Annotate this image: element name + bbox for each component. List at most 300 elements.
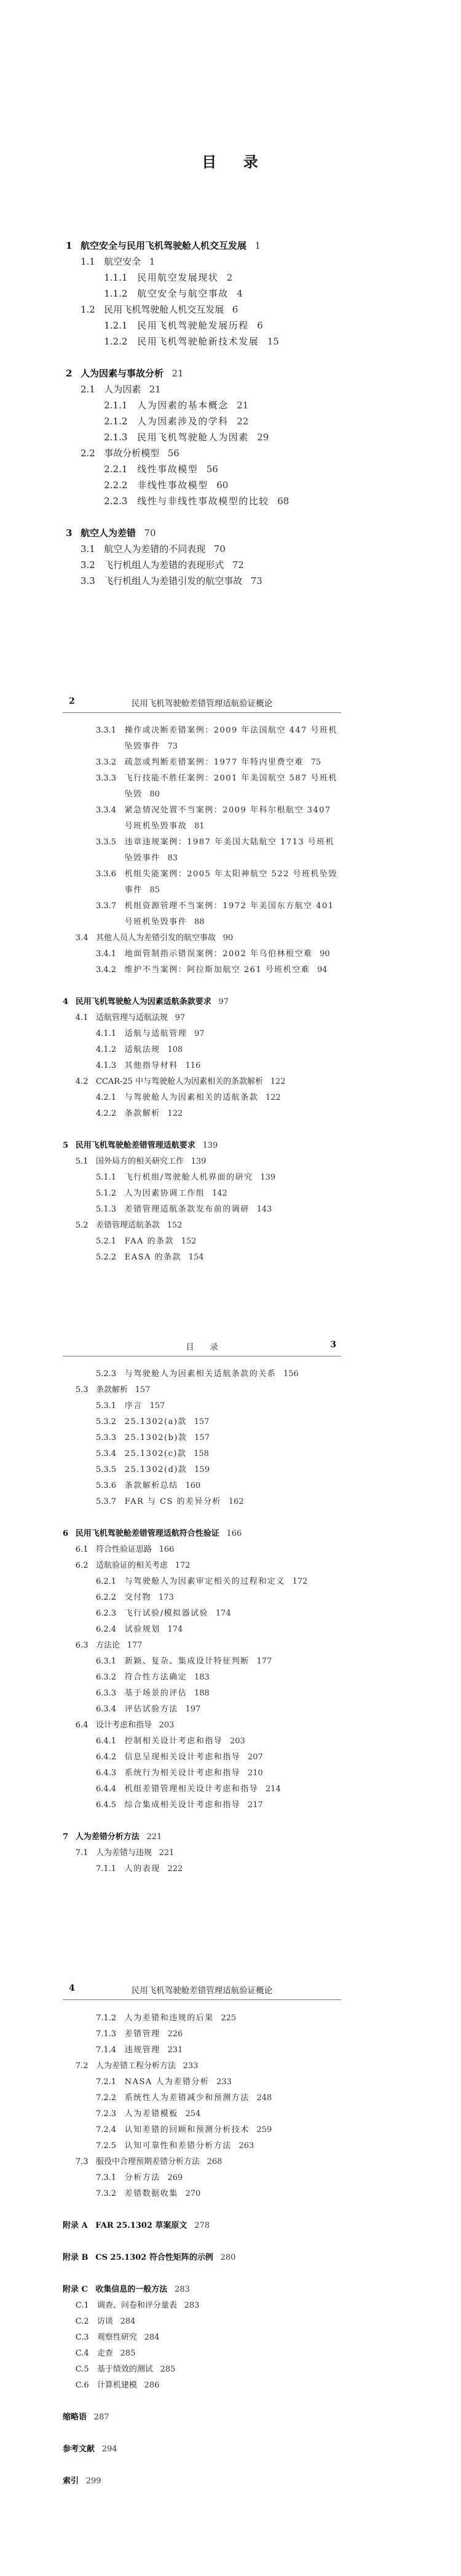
toc-entry[interactable]: [63, 2058, 342, 2074]
toc-entry[interactable]: [63, 1749, 342, 1765]
entry-number: 2.2.1: [104, 464, 128, 475]
toc-entry[interactable]: [63, 1734, 342, 1749]
entry-page-number: 4: [237, 288, 243, 299]
entry-page-number: 60: [216, 480, 229, 491]
entry-title: 非线性事故模型: [137, 480, 208, 491]
entry-title: 新颖、复杂、集成设计特征判断: [124, 1657, 250, 1666]
running-title: 民用飞机驾驶舱差错管理适航验证概论: [131, 1986, 273, 1996]
toc-entry[interactable]: [63, 1446, 342, 1462]
entry-page-number: 6: [232, 304, 238, 315]
toc-entry[interactable]: [63, 1702, 342, 1718]
entry-title: 条款解析: [124, 1109, 160, 1118]
toc-entry[interactable]: [63, 1186, 342, 1202]
entry-title: 适航与适航管理: [124, 1029, 187, 1038]
entry-number: 5.1.2: [95, 1189, 117, 1198]
entry-page-number: 270: [185, 2189, 201, 2198]
entry-title: 符合性方法确定: [124, 1673, 187, 1682]
entry-page-number: 217: [247, 1800, 263, 1810]
toc-entry[interactable]: [63, 2250, 342, 2266]
entry-number: 5.3.1: [95, 1401, 117, 1411]
entry-number: 6.2.4: [95, 1625, 117, 1634]
toc-entry[interactable]: [63, 2362, 342, 2378]
toc-entry[interactable]: [66, 557, 355, 573]
entry-number: 2: [66, 368, 73, 379]
entry-title: 线性与非线性事故模型的比较: [137, 496, 269, 507]
toc-entry[interactable]: [66, 397, 355, 413]
entry-page-number: 152: [167, 1221, 183, 1230]
entry-page-number: 225: [221, 2014, 237, 2023]
entry-title: 人为因素的基本概念: [137, 400, 229, 411]
entry-page-number: 259: [256, 2125, 272, 2134]
entry-number: 5.3.5: [95, 1465, 117, 1474]
entry-title: CCAR-25 中与驾驶舱人为因素相关的条款解析: [95, 1077, 264, 1086]
entry-title: 人为差错分析方法: [75, 1832, 140, 1842]
entry-page-number: 139: [191, 1157, 207, 1166]
entry-title: 操作或决断差错案例：2009 年法国航空 447 号班机坠毁事件: [124, 726, 338, 751]
entry-title: 其他人员人为差错引发的航空事故: [95, 933, 216, 943]
entry-page-number: 157: [135, 1385, 151, 1395]
toc-page-2: [0, 632, 461, 1283]
entry-number: 7.3.2: [95, 2189, 117, 2198]
toc-entry[interactable]: [63, 2106, 342, 2122]
entry-number: 7.1.2: [95, 2014, 117, 2023]
toc-entry[interactable]: [63, 2346, 342, 2362]
toc-entry[interactable]: [63, 1430, 342, 1446]
toc-entry[interactable]: [63, 1010, 342, 1026]
entry-title: 服役中合理预期差错分析方法: [95, 2157, 200, 2166]
toc-entry[interactable]: [66, 381, 355, 397]
entry-title: 25.1302(d)款: [124, 1465, 187, 1474]
toc-entry[interactable]: [63, 1414, 342, 1430]
entry-page-number: 294: [101, 2445, 117, 2454]
entry-title: 紧急情况处置不当案例：2009 年科尔根航空 3407 号班机坠毁事故: [124, 806, 331, 831]
toc-entry[interactable]: [66, 429, 355, 445]
entry-title: 交付物: [124, 1593, 152, 1602]
toc-entry[interactable]: [63, 1718, 342, 1734]
entry-page-number: 210: [247, 1769, 263, 1778]
entry-title: NASA 人为差错分析: [124, 2077, 210, 2087]
toc-entry[interactable]: [63, 1398, 342, 1414]
toc-entry[interactable]: [66, 413, 355, 429]
entry-number: 6.4: [75, 1721, 89, 1730]
entry-page-number: 286: [144, 2381, 160, 2390]
entry-number: 5.3.6: [95, 1481, 117, 1490]
entry-page-number: 157: [194, 1417, 210, 1426]
toc-entry[interactable]: [63, 930, 342, 946]
entry-title: 基于场景的评估: [124, 1689, 187, 1698]
toc-entry[interactable]: [63, 2042, 342, 2058]
toc-entry[interactable]: [63, 1366, 342, 1382]
toc-entry[interactable]: [66, 333, 355, 349]
toc-title: 目 录: [202, 153, 259, 171]
entry-number: 3.3.6: [95, 870, 117, 879]
entry-number: 3.3: [81, 575, 95, 586]
toc-entry[interactable]: [63, 866, 342, 898]
toc-entry[interactable]: [63, 994, 342, 1010]
page-number: 4: [69, 1983, 75, 1993]
entry-page-number: 173: [158, 1593, 174, 1602]
toc-page-3: [0, 1283, 461, 1934]
entry-number: 1.1.1: [104, 272, 128, 283]
entry-page-number: 21: [171, 368, 184, 379]
page-number: 3: [330, 1340, 336, 1350]
entry-title: 民用飞机驾驶舱人机交互发展: [104, 304, 224, 315]
entry-title: FAR 25.1302 草案原文: [95, 2221, 187, 2230]
entry-title: 差错管理: [124, 2029, 160, 2039]
entry-number: C.5: [75, 2365, 89, 2374]
toc-entry[interactable]: [63, 803, 342, 835]
entry-number: 4.2: [75, 1077, 89, 1086]
entry-page-number: 139: [260, 1173, 276, 1182]
toc-entry[interactable]: [63, 2378, 342, 2394]
entry-number: 7.1: [75, 1848, 89, 1858]
entry-page-number: 2: [226, 272, 233, 283]
toc-entry[interactable]: [63, 1622, 342, 1638]
toc-entry[interactable]: [63, 898, 342, 930]
entry-title: 民用飞机驾驶舱发展历程: [137, 320, 249, 331]
toc-entry[interactable]: [66, 365, 355, 381]
entry-title: 航空人为差错: [81, 527, 136, 539]
entry-page-number: 1: [149, 256, 156, 267]
toc-entry[interactable]: [63, 2026, 342, 2042]
entry-title: 民用飞机驾驶舱差错管理适航符合性验证: [75, 1529, 219, 1538]
entry-number: 2.1.1: [104, 400, 128, 411]
entry-page-number: 203: [159, 1721, 175, 1730]
entry-title: 民用飞机驾驶舱人为因素适航条款要求: [75, 997, 211, 1006]
entry-number: 6.4.1: [95, 1737, 117, 1746]
entry-page-number: 188: [194, 1689, 210, 1698]
toc-entry[interactable]: [63, 1106, 342, 1122]
entry-number: 3.3.3: [95, 774, 117, 783]
toc-entry[interactable]: [63, 2074, 342, 2090]
toc-entry[interactable]: [63, 1138, 342, 1154]
entry-title: 疏忽或判断差错案例：1977 年特内里费空难: [124, 758, 304, 767]
entry-page-number: 172: [175, 1561, 191, 1570]
toc-entry[interactable]: [63, 1590, 342, 1606]
toc-entry[interactable]: [66, 461, 355, 477]
entry-page-number: 226: [167, 2029, 183, 2039]
entry-page-number: 94: [317, 965, 328, 975]
entry-number: 6.4.2: [95, 1753, 117, 1762]
toc-entry[interactable]: [63, 1478, 342, 1494]
entry-title: 人的表现: [124, 1864, 160, 1874]
entry-page-number: 68: [277, 496, 290, 507]
entry-page-number: 222: [167, 1864, 183, 1874]
entry-number: 7.1.4: [95, 2045, 117, 2055]
entry-title: 25.1302(a)款: [124, 1417, 187, 1426]
entry-number: 3.3.7: [95, 901, 117, 911]
toc-entry[interactable]: [63, 1526, 342, 1542]
entry-number: 2.2.3: [104, 496, 128, 507]
entry-number: 1.2.2: [104, 336, 128, 347]
entry-page-number: 221: [159, 1848, 175, 1858]
entry-page-number: 231: [167, 2045, 183, 2055]
entry-title: 计算机建模: [97, 2381, 137, 2390]
toc-entries: [63, 1366, 342, 1877]
toc-entry[interactable]: [63, 1494, 342, 1510]
entry-page-number: 97: [194, 1029, 205, 1038]
toc-entry[interactable]: [63, 2186, 342, 2202]
toc-entry[interactable]: [63, 1686, 342, 1702]
toc-entry[interactable]: [63, 2298, 342, 2314]
toc-page-1: [0, 0, 461, 632]
toc-entry[interactable]: [63, 2138, 342, 2154]
entry-page-number: 122: [265, 1093, 281, 1102]
entry-number: 6.4.3: [95, 1769, 117, 1778]
entry-title: 违规管理: [124, 2045, 160, 2055]
entry-number: 7.3.1: [95, 2173, 117, 2182]
entry-number: 5.2.1: [95, 1237, 117, 1246]
toc-entry[interactable]: [63, 1462, 342, 1478]
toc-entry[interactable]: [66, 286, 355, 302]
toc-entry[interactable]: [63, 1558, 342, 1574]
toc-entry[interactable]: [66, 477, 355, 493]
toc-entry[interactable]: [63, 1574, 342, 1590]
entry-page-number: 6: [257, 320, 263, 331]
entry-page-number: 73: [250, 575, 262, 586]
toc-entry[interactable]: [63, 1170, 342, 1186]
entry-title: EASA 的条款: [124, 1253, 182, 1262]
toc-entry[interactable]: [63, 2154, 342, 2170]
toc-entry[interactable]: [66, 525, 355, 541]
entry-page-number: 160: [185, 1481, 201, 1490]
entry-number: 6.4.4: [95, 1784, 117, 1794]
toc-entry[interactable]: [63, 1861, 342, 1877]
entry-title: 机组资源管理不当案例：1972 年美国东方航空 401 号班机坠毁事件: [124, 901, 334, 927]
entry-number: 1.1: [81, 256, 95, 267]
entry-number: 附录 A: [63, 2221, 88, 2230]
entry-page-number: 143: [256, 1205, 272, 1214]
toc-entry[interactable]: [63, 1234, 342, 1250]
entry-page-number: 284: [120, 2317, 136, 2326]
entry-page-number: 233: [216, 2077, 232, 2087]
entry-title: 观察性研究: [97, 2333, 137, 2342]
entry-title: 序言: [124, 1401, 143, 1411]
toc-entry[interactable]: [63, 1845, 342, 1861]
entry-title: 条款解析总结: [124, 1481, 178, 1490]
entry-page-number: 56: [167, 448, 179, 459]
toc-entry[interactable]: [63, 1090, 342, 1106]
entry-page-number: 248: [256, 2093, 272, 2103]
entry-number: 5.3: [75, 1385, 89, 1395]
entry-number: 3.3.1: [95, 726, 117, 735]
entry-page-number: 80: [149, 790, 160, 799]
toc-entry[interactable]: [63, 1202, 342, 1218]
toc-entry[interactable]: [63, 1765, 342, 1781]
entry-number: 6.2: [75, 1561, 89, 1570]
toc-entry[interactable]: [63, 2330, 342, 2346]
toc-entries: [63, 2010, 342, 2489]
entry-page-number: 177: [127, 1641, 143, 1650]
entry-number: 5.3.4: [95, 1449, 117, 1458]
entry-page-number: 278: [194, 2221, 210, 2230]
toc-entry[interactable]: [63, 962, 342, 978]
entry-title: 评估试验方法: [124, 1705, 178, 1714]
entry-page-number: 174: [215, 1609, 231, 1618]
toc-entry[interactable]: [63, 2314, 342, 2330]
toc-entry[interactable]: [63, 1781, 342, 1797]
entry-title: 认知差错的回顾和预测分析技术: [124, 2125, 250, 2134]
entry-title: 民用飞机驾驶舱新技术发展: [137, 336, 259, 347]
toc-entry[interactable]: [66, 573, 355, 589]
entry-title: 与驾驶舱人为因素相关适航条款的关系: [124, 1369, 277, 1379]
toc-entry[interactable]: [63, 1829, 342, 1845]
toc-entry[interactable]: [66, 254, 355, 270]
toc-entry[interactable]: [63, 2122, 342, 2138]
entry-number: 7.2: [75, 2061, 89, 2071]
toc-entry[interactable]: [63, 2170, 342, 2186]
entry-title: 符合性验证思路: [95, 1545, 152, 1554]
entry-title: 认知可靠性和差错分析方法: [124, 2141, 232, 2150]
entry-page-number: 154: [188, 1253, 204, 1262]
entry-title: 飞行机组人为差错的表现形式: [104, 559, 224, 570]
toc-entry[interactable]: [63, 1654, 342, 1670]
toc-entry[interactable]: [63, 2218, 342, 2234]
entry-title: 缩略语: [63, 2413, 87, 2422]
running-header: [63, 1339, 341, 1356]
entry-number: 4.2.2: [95, 1109, 117, 1118]
toc-entry[interactable]: [66, 317, 355, 333]
toc-entry[interactable]: [66, 541, 355, 557]
entry-page-number: 85: [149, 885, 160, 895]
entry-number: 6.3.2: [95, 1673, 117, 1682]
entry-page-number: 174: [167, 1625, 183, 1634]
entry-number: 5.1.1: [95, 1173, 117, 1182]
toc-page-4: [0, 1934, 461, 2576]
toc-entry[interactable]: [63, 946, 342, 962]
running-header: [63, 695, 341, 713]
toc-entry[interactable]: [63, 1638, 342, 1654]
toc-entry[interactable]: [63, 2473, 342, 2489]
entry-title: 走查: [97, 2349, 113, 2358]
toc-entry[interactable]: [63, 2442, 342, 2457]
entry-number: 1: [66, 240, 73, 251]
toc-entry[interactable]: [63, 771, 342, 803]
entry-title: 航空安全与民用飞机驾驶舱人机交互发展: [81, 240, 247, 251]
entry-number: 2.1: [81, 384, 95, 395]
entry-page-number: 159: [194, 1465, 210, 1474]
running-title: 民用飞机驾驶舱差错管理适航验证概论: [131, 699, 273, 709]
entry-title: 航空安全: [104, 256, 141, 267]
entry-title: 民用飞机驾驶舱差错管理适航要求: [75, 1141, 195, 1150]
toc-entry[interactable]: [63, 1797, 342, 1813]
entry-page-number: 21: [149, 384, 161, 395]
toc-entry[interactable]: [66, 270, 355, 286]
entry-number: 3: [66, 527, 73, 539]
toc-entry[interactable]: [63, 723, 342, 755]
entry-number: 3.4.2: [95, 965, 117, 975]
entry-number: 7.1.1: [95, 1864, 117, 1874]
toc-entry[interactable]: [63, 1382, 342, 1398]
entry-number: 6.3.4: [95, 1705, 117, 1714]
entry-number: 3.1: [81, 543, 95, 555]
entry-page-number: 221: [146, 1832, 162, 1842]
entry-page-number: 166: [159, 1545, 175, 1554]
entry-title: 机组差错管理相关设计考虑和指导: [124, 1784, 259, 1794]
entry-page-number: 269: [167, 2173, 183, 2182]
running-title: 目 录: [186, 1342, 218, 1352]
entry-title: FAA 的条款: [124, 1237, 175, 1246]
toc-entry[interactable]: [63, 1670, 342, 1686]
entry-page-number: 97: [175, 1013, 186, 1022]
entry-number: C.1: [75, 2301, 89, 2310]
toc-entry[interactable]: [66, 493, 355, 509]
entry-number: 2.1.2: [104, 416, 128, 427]
toc-entry[interactable]: [66, 445, 355, 461]
entry-page-number: 73: [167, 742, 178, 751]
entry-title: 人为因素协调工作组: [124, 1189, 205, 1198]
entry-title: 方法论: [95, 1641, 120, 1650]
entry-number: 6.2.2: [95, 1593, 117, 1602]
entry-page-number: 283: [184, 2301, 200, 2310]
entry-page-number: 1: [254, 240, 261, 251]
toc-entry[interactable]: [63, 1154, 342, 1170]
toc-entry[interactable]: [63, 755, 342, 771]
entry-page-number: 108: [167, 1045, 183, 1054]
entry-title: 事故分析模型: [104, 448, 160, 459]
entry-page-number: 263: [238, 2141, 254, 2150]
entry-number: 7.2.3: [95, 2109, 117, 2119]
toc-entry[interactable]: [63, 1042, 342, 1058]
toc-entry[interactable]: [63, 1058, 342, 1074]
entry-page-number: 177: [256, 1657, 272, 1666]
toc-entry[interactable]: [63, 1542, 342, 1558]
entry-title: 违章违规案例：1987 年美国大陆航空 1713 号班机坠毁事件: [124, 838, 335, 863]
entry-page-number: 116: [185, 1061, 201, 1070]
entry-title: 25.1302(b)款: [124, 1433, 187, 1442]
entry-page-number: 162: [228, 1497, 244, 1506]
entry-title: 系统性人为差错减少和预测方法: [124, 2093, 250, 2103]
entry-page-number: 72: [232, 559, 244, 570]
entry-page-number: 75: [310, 758, 321, 767]
entry-number: 6.4.5: [95, 1800, 117, 1810]
entry-number: 附录 C: [63, 2285, 88, 2294]
entry-number: 4.1: [75, 1013, 89, 1022]
entry-page-number: 280: [220, 2253, 236, 2262]
toc-entry[interactable]: [63, 2282, 342, 2298]
entry-title: 收集信息的一般方法: [95, 2285, 168, 2294]
toc-entry[interactable]: [63, 835, 342, 866]
toc-entry[interactable]: [63, 1218, 342, 1234]
toc-entries: [66, 238, 355, 589]
toc-entry[interactable]: [63, 2090, 342, 2106]
entry-number: 2.2.2: [104, 480, 128, 491]
toc-entry[interactable]: [66, 302, 355, 317]
entry-page-number: 299: [85, 2477, 101, 2486]
entry-page-number: 15: [267, 336, 279, 347]
entry-number: 7.2.5: [95, 2141, 117, 2150]
entry-page-number: 97: [218, 997, 229, 1006]
toc-entry[interactable]: [63, 1606, 342, 1622]
entry-title: 适航验证的相关考虑: [95, 1561, 168, 1570]
entry-title: 航空人为差错的不同表现: [104, 543, 206, 555]
toc-entry[interactable]: [63, 2010, 342, 2026]
entry-title: 人为因素涉及的学科: [137, 416, 229, 427]
toc-entry[interactable]: [63, 1250, 342, 1266]
entry-title: 人为差错工程分析方法: [95, 2061, 176, 2071]
entry-page-number: 156: [283, 1369, 299, 1379]
entry-page-number: 29: [257, 432, 269, 443]
toc-entry[interactable]: [66, 238, 355, 254]
entry-page-number: 70: [213, 543, 226, 555]
entry-page-number: 268: [207, 2157, 223, 2166]
toc-entry[interactable]: [63, 2410, 342, 2426]
entry-number: 1.1.2: [104, 288, 128, 299]
entry-title: 人为差错与违规: [95, 1848, 152, 1858]
toc-entry[interactable]: [63, 1026, 342, 1042]
entry-number: 3.2: [81, 559, 95, 570]
toc-entry[interactable]: [63, 1074, 342, 1090]
